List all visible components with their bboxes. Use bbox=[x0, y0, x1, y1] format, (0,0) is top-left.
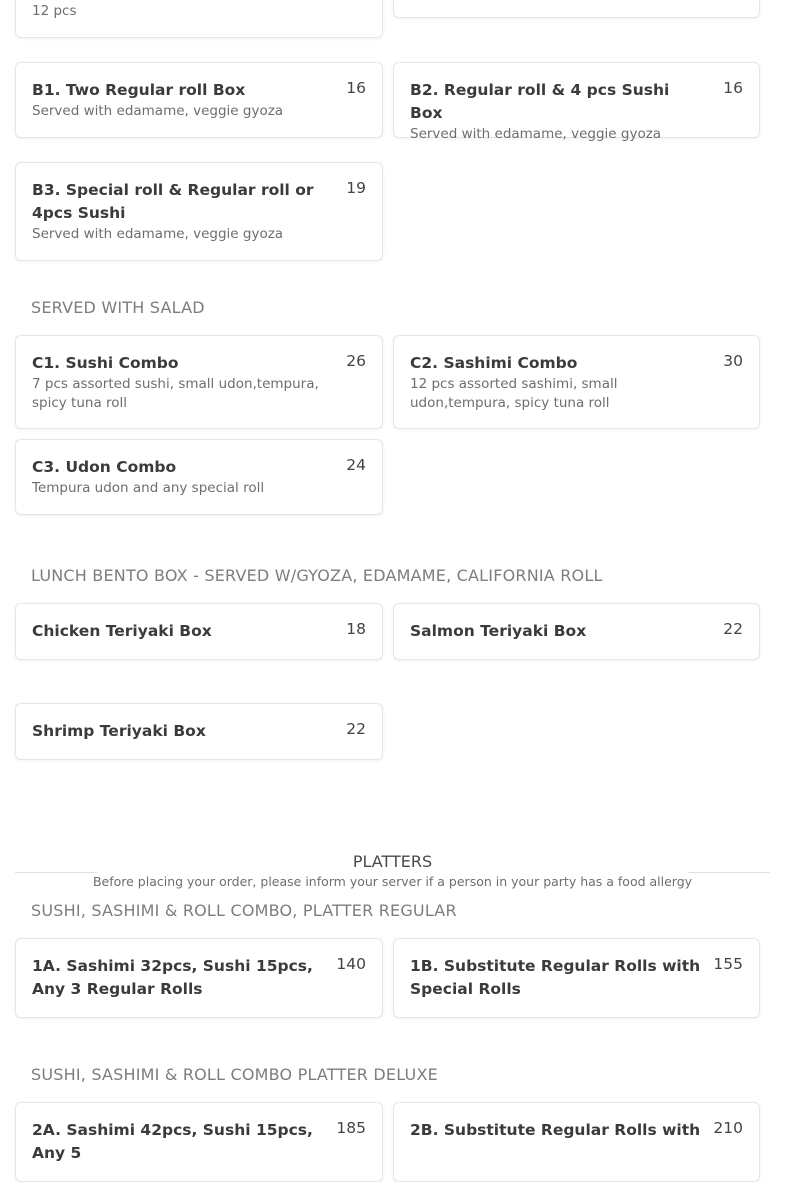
item-description: Served with edamame, veggie gyoza bbox=[410, 126, 662, 142]
platters-title: PLATTERS bbox=[352, 852, 433, 871]
item-price: 26 bbox=[346, 352, 366, 370]
section-heading-lunch-bento: LUNCH BENTO BOX - SERVED W/GYOZA, EDAMAME, CALIFORNIA ROLL bbox=[31, 566, 603, 585]
item-price: 16 bbox=[346, 79, 366, 97]
item-name: C3. Udon Combo bbox=[32, 458, 177, 476]
item-name: 1B. Substitute Regular Rolls with Special Rolls bbox=[410, 957, 701, 998]
menu-item-b3[interactable] bbox=[15, 162, 383, 261]
menu-item-card-partial-right[interactable] bbox=[393, 0, 760, 18]
item-description: 12 pcs assorted sashimi, small udon,tempura, spicy tuna roll bbox=[410, 376, 618, 411]
item-price: 30 bbox=[723, 352, 743, 370]
item-description: Served with edamame, veggie gyoza bbox=[32, 226, 284, 242]
menu-item-c3[interactable] bbox=[15, 439, 383, 515]
item-name: Salmon Teriyaki Box bbox=[410, 622, 587, 640]
item-price: 140 bbox=[336, 955, 366, 973]
menu-item-1b[interactable] bbox=[393, 938, 760, 1018]
section-heading-served-with-salad: SERVED WITH SALAD bbox=[31, 298, 205, 317]
menu-item-b1[interactable] bbox=[15, 62, 383, 138]
section-heading-platter-deluxe: SUSHI, SASHIMI & ROLL COMBO PLATTER DELUXE bbox=[31, 1065, 438, 1084]
item-description: Tempura udon and any special roll bbox=[32, 480, 265, 496]
item-name: B3. Special roll & Regular roll or 4pcs Sushi bbox=[32, 181, 314, 222]
item-price: 155 bbox=[713, 955, 743, 973]
item-name: B2. Regular roll & 4 pcs Sushi Box bbox=[410, 81, 670, 122]
item-name: Chicken Teriyaki Box bbox=[32, 622, 212, 640]
menu-item-2b[interactable] bbox=[393, 1102, 760, 1182]
item-price: 210 bbox=[713, 1119, 743, 1137]
item-name: 1A. Sashimi 32pcs, Sushi 15pcs, Any 3 Regular Rolls bbox=[32, 957, 313, 998]
menu-item-shrimp-teriyaki[interactable] bbox=[15, 703, 383, 760]
item-name: Shrimp Teriyaki Box bbox=[32, 722, 206, 740]
item-price: 22 bbox=[723, 620, 743, 638]
item-name: C2. Sashimi Combo bbox=[410, 354, 578, 372]
item-price: 22 bbox=[346, 720, 366, 738]
menu-item-c2[interactable] bbox=[393, 335, 760, 429]
item-price: 19 bbox=[346, 179, 366, 197]
item-description: Served with edamame, veggie gyoza bbox=[32, 103, 284, 119]
menu-item-b2[interactable] bbox=[393, 62, 760, 142]
item-name: C1. Sushi Combo bbox=[32, 354, 179, 372]
divider-left bbox=[15, 872, 97, 873]
allergy-note: Before placing your order, please inform your server if a person in your party has a food allergy bbox=[92, 874, 693, 889]
divider-right bbox=[688, 872, 770, 873]
item-name: B1. Two Regular roll Box bbox=[32, 81, 246, 99]
item-name: 2B. Substitute Regular Rolls with bbox=[410, 1121, 701, 1139]
item-price: 185 bbox=[336, 1119, 366, 1137]
menu-item-chicken-teriyaki[interactable] bbox=[15, 603, 383, 660]
menu-item-c1[interactable] bbox=[15, 335, 383, 429]
menu-item-card-partial-left[interactable] bbox=[15, 0, 383, 38]
item-price: 24 bbox=[346, 456, 366, 474]
menu-item-1a[interactable] bbox=[15, 938, 383, 1018]
menu-item-2a[interactable] bbox=[15, 1102, 383, 1182]
menu-item-salmon-teriyaki[interactable] bbox=[393, 603, 760, 660]
item-description: 12 pcs bbox=[32, 3, 77, 19]
item-price: 16 bbox=[723, 79, 743, 97]
section-heading-platter-regular: SUSHI, SASHIMI & ROLL COMBO, PLATTER REGULAR bbox=[31, 901, 457, 920]
item-description: 7 pcs assorted sushi, small udon,tempura, spicy tuna roll bbox=[32, 376, 319, 411]
item-name: 2A. Sashimi 42pcs, Sushi 15pcs, Any 5 bbox=[32, 1121, 313, 1162]
item-price: 18 bbox=[346, 620, 366, 638]
